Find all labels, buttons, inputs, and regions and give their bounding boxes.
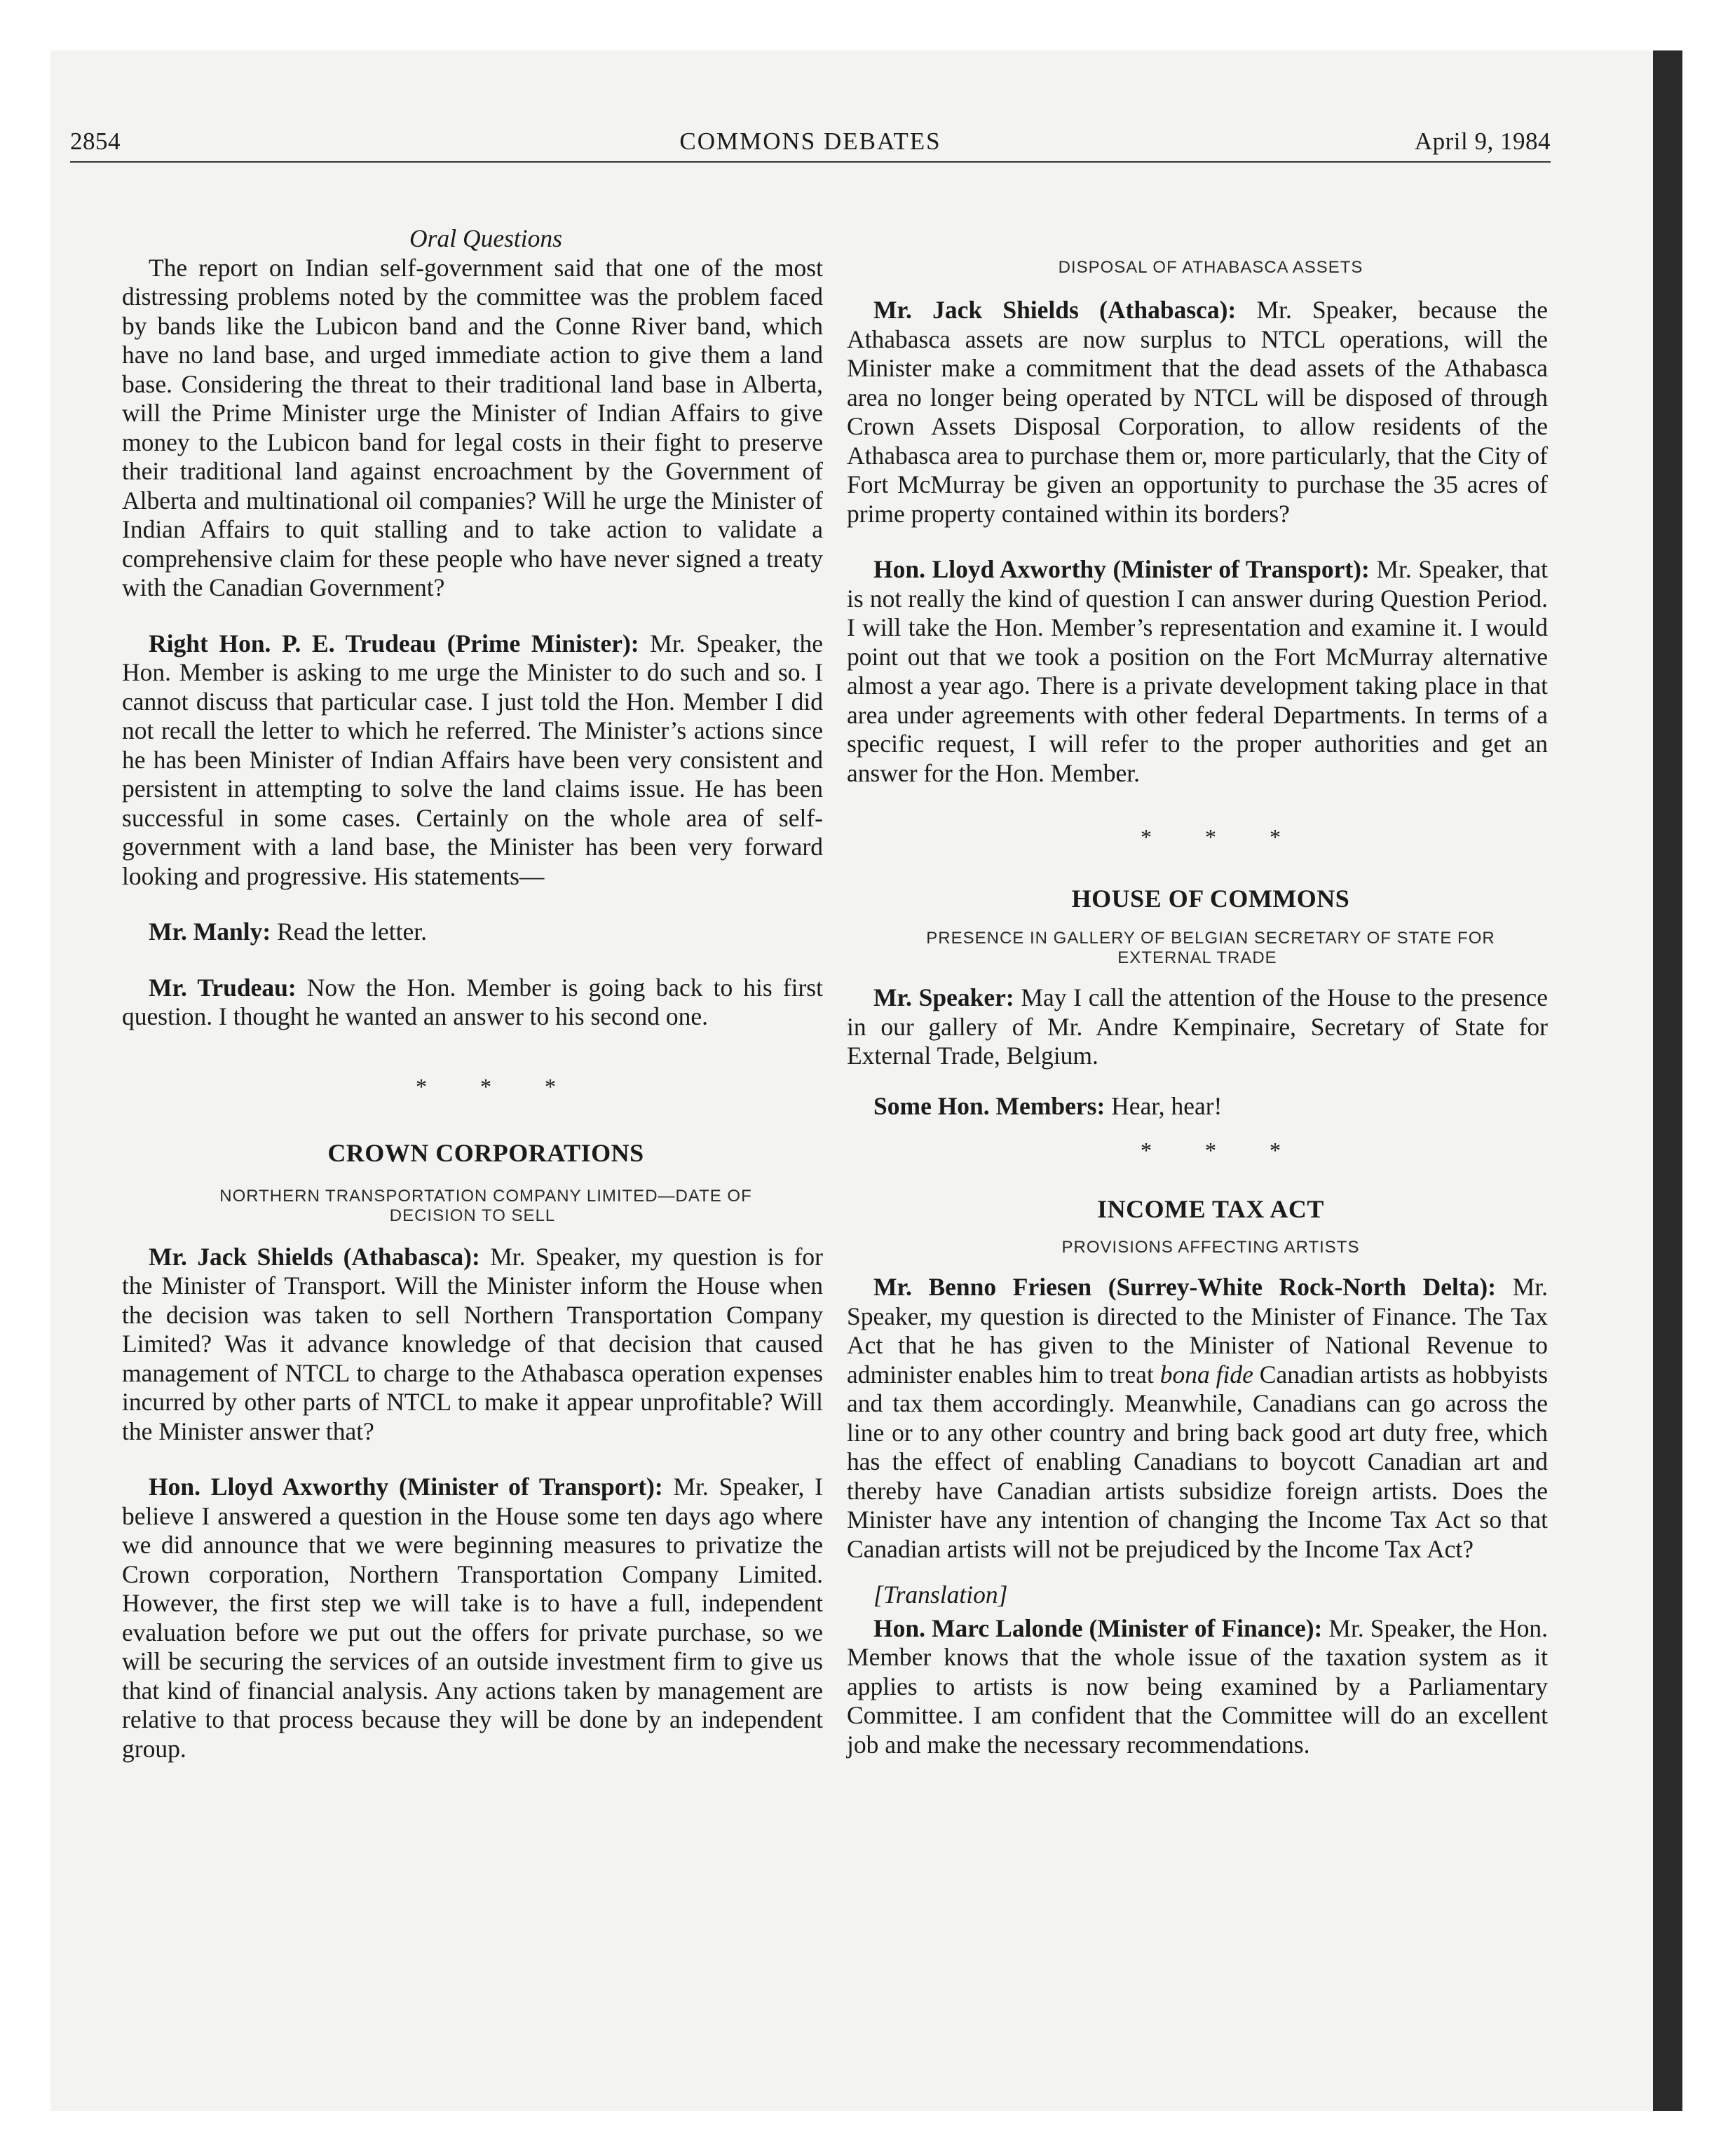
left-column: [122, 224, 823, 1763]
speech-paragraph: [847, 296, 1548, 528]
question-paragraph: [122, 254, 823, 603]
speech-text: Mr. Speaker, the Hon. Member knows that the whole issue of the taxation system as it applies to artists is now being examined by a Parliamentary Committee. I am confident that the Committee will do an excellent job and make the necessary recommendations.: [847, 1613, 1548, 1759]
speech-paragraph: [847, 1092, 1548, 1121]
speaker-name: Hon. Lloyd Axworthy (Minister of Transport):: [149, 1473, 663, 1501]
speech-paragraph: [122, 629, 823, 892]
speech-text: Mr. Speaker, I believe I answered a question in the House some ten days ago where we did announce that we were beginning measures to privatize the Crown corporation, Northern Transportation Company Limited. However, the first step we will take is to have a full, independent evaluation before we put out the offers for private purchase, so we will be securing the services of an outside investment firm to give us that kind of financial analysis. Any actions taken by management are relative to that process because they will be done by an independent group.: [122, 1473, 824, 1763]
speech-text: Mr. Speaker, that is not really the kind of question I can answer during Question Period. I will take the Hon. Member’s representation and examine it. I would point out that we took a position on the Fort McMurray alternative almost a year ago. There is a private development taking place in that area under agreements with other federal Departments. In terms of a specific request, I will refer to the proper authorities and get an answer for the Hon. Member.: [847, 555, 1548, 787]
speech-text: Hear, hear!: [1105, 1091, 1223, 1120]
italic-phrase: bona fide: [1159, 1360, 1253, 1389]
speech-text: Read the letter.: [271, 917, 427, 946]
translation-note: [Translation]: [873, 1581, 1008, 1609]
speech-text: Mr. Speaker, because the Athabasca assets are now surplus to NTCL operations, will the Minister make a commitment that the dead assets of the Athabasca area no longer being operated by NTCL will be disposed of through Crown Assets Disposal Corporation, to allow residents of the Athabasca area to purchase them or, more particularly, that the City of Fort McMurray be given an opportunity to purchase the 35 acres of prime property contained within its borders?: [847, 296, 1548, 528]
speech-paragraph: [122, 1473, 823, 1763]
section-subheading: NORTHERN TRANSPORTATION COMPANY LIMITED—DATE OF DECISION TO SELL: [219, 1186, 752, 1225]
speaker-name: Mr. Speaker:: [873, 983, 1014, 1011]
section-heading: HOUSE OF COMMONS: [1071, 884, 1350, 913]
section-title: Oral Questions: [409, 224, 562, 252]
speaker-name: Mr. Trudeau:: [149, 973, 297, 1002]
section-subheading: DISPOSAL OF ATHABASCA ASSETS: [1058, 258, 1363, 277]
speech-text: Now the Hon. Member is going back to his first question. I thought he wanted an answer to his second one.: [122, 973, 823, 1030]
speaker-name: Mr. Manly:: [149, 917, 271, 946]
speaker-name: Mr. Jack Shields (Athabasca):: [873, 296, 1237, 324]
scan-edge-shadow: [1653, 50, 1682, 2111]
section-heading: INCOME TAX ACT: [1097, 1194, 1324, 1223]
speaker-name: Right Hon. P. E. Trudeau (Prime Minister):: [149, 629, 639, 657]
speech-text: Mr. Speaker, the Hon. Member is asking to me urge the Minister to do such and so. I cannot discuss that particular case. I just told the Hon. Member I did not recall the letter to which he referred. The Minister’s actions since he has been Minister of Indian Affairs have been very consistent and persistent in attempting to solve the land claims issue. He has been successful in some cases. Certainly on the whole area of self-government with a land base, the Minister has been very forward looking and progressive. His statements—: [122, 629, 823, 890]
speech-paragraph: [122, 917, 823, 947]
speech-paragraph: [847, 983, 1548, 1071]
speaker-name: Mr. Jack Shields (Athabasca):: [149, 1242, 480, 1271]
speech-text: Canadian artists as hobbyists and tax them accordingly. Meanwhile, Canadians can go across the line or to any other country and bring back good art duty free, which has the effect of enabling Canadians to boycott Canadian art and thereby have Canadian artists subsidize foreign artists. Does the Minister have any intention of changing the Income Tax Act so that Canadian artists will not be prejudiced by the Income Tax Act?: [847, 1360, 1549, 1563]
speech-paragraph: [847, 1614, 1548, 1760]
speech-text: Mr. Speaker, my question is directed to the Minister of Finance. The Tax Act that he has given to the Minister of National Revenue to administer enables him to treat: [847, 1273, 1548, 1389]
speech-paragraph: [122, 974, 823, 1032]
publication-title: COMMONS DEBATES: [679, 128, 941, 155]
paragraph-text: The report on Indian self-government said that one of the most distressing problems noted by the committee was the problem faced by bands like the Lubicon band and the Conne River band, which have no land base, and urged immediate action to give them a land base. Considering the threat to their traditional land base in Alberta, will the Prime Minister urge the Minister of Indian Affairs to give money to the Lubicon band for legal costs in their fight to preserve their traditional land against encroachment by the Government of Alberta and multinational oil companies? Will he urge the Minister of Indian Affairs to quit stalling and to take action to validate a comprehensive claim for these people who have never signed a treaty with the Canadian Government?: [122, 253, 823, 601]
speech-text: Mr. Speaker, my question is for the Minister of Transport. Will the Minister inform the House when the decision was taken to sell Northern Transportation Company Limited? Was it advance knowledge of that decision that caused management of NTCL to charge to the Athabasca operation expenses incurred by other parts of NTCL to make it appear unprofitable? Will the Minister answer that?: [122, 1242, 824, 1445]
speech-paragraph: [847, 1273, 1548, 1564]
section-separator: * * *: [1141, 824, 1305, 850]
speaker-name: Some Hon. Members:: [873, 1091, 1105, 1120]
page-header: [70, 125, 1551, 163]
speaker-name: Mr. Benno Friesen (Surrey-White Rock-North Delta):: [873, 1273, 1497, 1301]
right-column: [847, 258, 1548, 1759]
section-separator: * * *: [416, 1073, 580, 1099]
section-heading: CROWN CORPORATIONS: [327, 1139, 644, 1167]
section-subheading: PROVISIONS AFFECTING ARTISTS: [1061, 1238, 1360, 1257]
speaker-name: Hon. Marc Lalonde (Minister of Finance):: [873, 1613, 1323, 1642]
speech-text: May I call the attention of the House to the presence in our gallery of Mr. Andre Kempinaire, Secretary of State for External Trade, Belgium.: [847, 983, 1549, 1070]
page-number: 2854: [70, 128, 121, 155]
speech-paragraph: [847, 555, 1548, 788]
speech-paragraph: [122, 1243, 823, 1447]
section-subheading: PRESENCE IN GALLERY OF BELGIAN SECRETARY OF STATE FOR EXTERNAL TRADE: [926, 929, 1495, 967]
page-date: April 9, 1984: [1414, 128, 1551, 155]
speaker-name: Hon. Lloyd Axworthy (Minister of Transport):: [873, 555, 1370, 583]
section-separator: * * *: [1141, 1138, 1305, 1163]
